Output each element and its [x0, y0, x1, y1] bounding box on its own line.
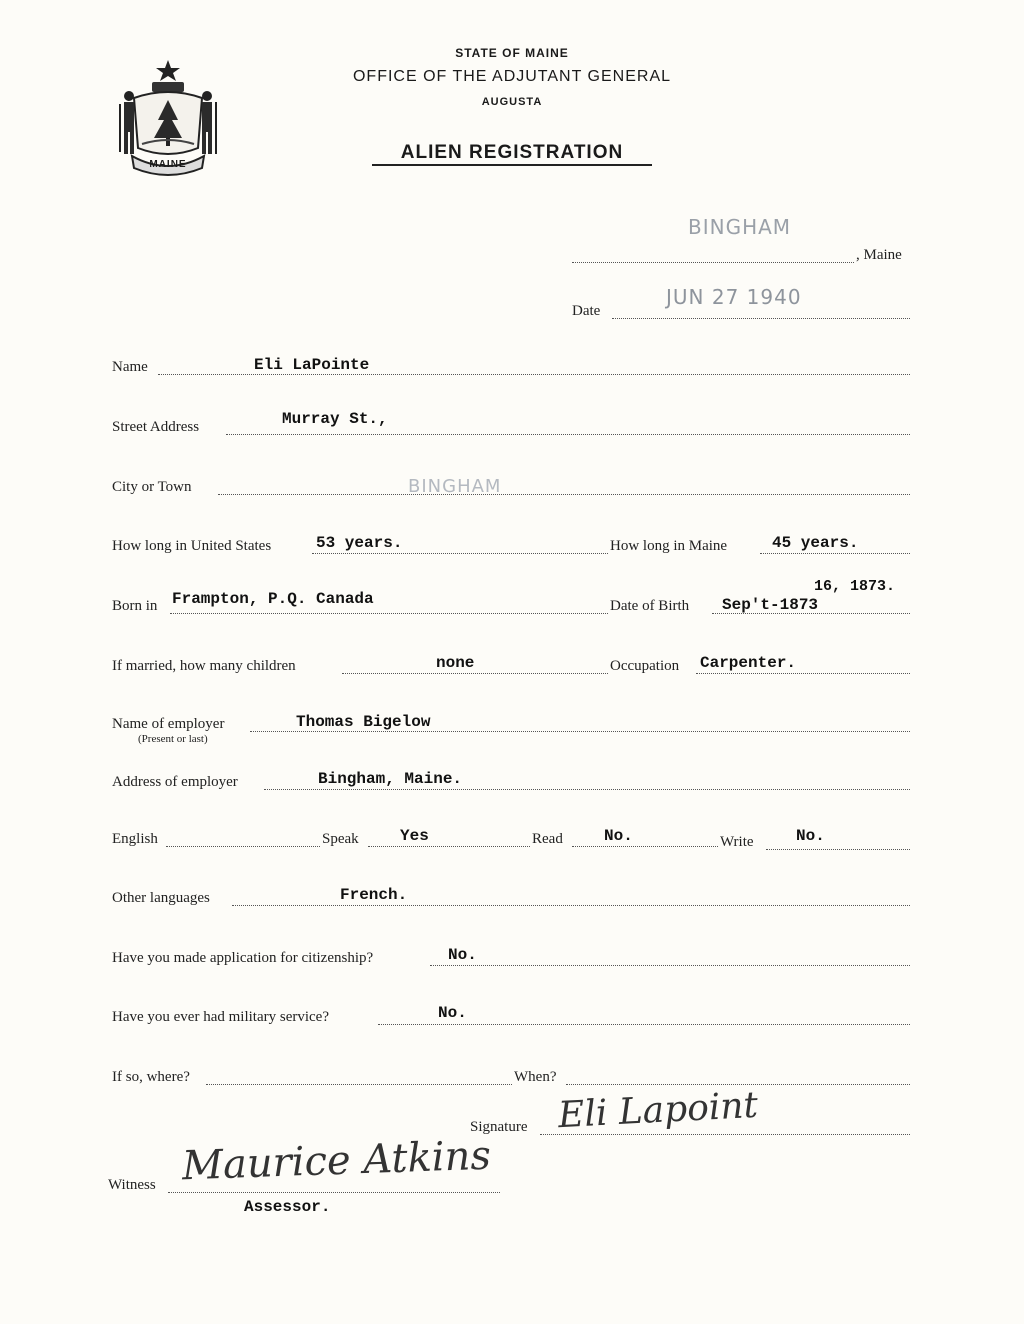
military-line — [378, 1024, 910, 1025]
born-value: Frampton, P.Q. Canada — [172, 590, 374, 608]
date-label: Date — [572, 303, 601, 319]
form-title — [372, 142, 652, 166]
signature-value: Eli Lapoint — [557, 1084, 759, 1137]
witness-title: Assessor. — [244, 1198, 331, 1216]
us-duration-value: 53 years. — [316, 534, 403, 552]
us-duration-line — [312, 553, 608, 554]
write-value: No. — [796, 827, 825, 845]
born-label: Born in — [112, 598, 158, 614]
speak-value: Yes — [400, 827, 429, 845]
name-label: Name — [112, 359, 148, 375]
other-languages-line — [232, 905, 910, 906]
employer-address-label: Address of employer — [112, 774, 238, 790]
date-stamp: JUN 27 1940 — [666, 285, 802, 309]
city-stamp: BINGHAM — [408, 476, 502, 497]
read-value: No. — [604, 827, 633, 845]
military-value: No. — [438, 1004, 467, 1022]
children-label: If married, how many children — [112, 658, 296, 674]
place-line — [572, 262, 854, 263]
citizenship-label: Have you made application for citizenship? — [112, 950, 374, 966]
when-label: When? — [514, 1069, 557, 1085]
witness-label: Witness — [108, 1177, 156, 1193]
english-label: English — [112, 831, 158, 847]
employer-label: Name of employer — [112, 716, 225, 732]
city-label: City or Town — [112, 479, 192, 495]
read-line — [572, 846, 718, 847]
street-line — [226, 434, 910, 435]
dob-label: Date of Birth — [610, 598, 690, 614]
place-suffix: , Maine — [856, 247, 902, 263]
header-state: STATE OF MAINE — [455, 46, 569, 60]
header-office: OFFICE OF THE ADJUTANT GENERAL — [352, 68, 672, 85]
us-duration-label: How long in United States — [112, 538, 272, 554]
name-line — [158, 374, 910, 375]
maine-duration-value: 45 years. — [772, 534, 859, 552]
military-label: Have you ever had military service? — [112, 1009, 329, 1025]
seal-label: MAINE — [149, 159, 187, 170]
occupation-label: Occupation — [610, 658, 680, 674]
street-label: Street Address — [112, 419, 200, 435]
read-label: Read — [532, 831, 563, 847]
occupation-line — [696, 673, 910, 674]
city-line — [218, 494, 910, 495]
witness-line — [168, 1192, 500, 1193]
header-city: AUGUSTA — [481, 96, 543, 108]
street-value: Murray St., — [282, 410, 388, 428]
form-title-text: ALIEN REGISTRATION — [400, 142, 624, 163]
occupation-value: Carpenter. — [700, 654, 797, 672]
dob-value: Sep't-1873 — [722, 596, 819, 614]
other-languages-label: Other languages — [112, 890, 210, 906]
witness-signature: Maurice Atkins — [181, 1132, 492, 1190]
citizenship-value: No. — [448, 946, 477, 964]
write-line — [766, 849, 910, 850]
employer-address-value: Bingham, Maine. — [318, 770, 463, 788]
date-line — [612, 318, 910, 319]
employer-value: Thomas Bigelow — [296, 713, 431, 731]
employer-address-line — [264, 789, 910, 790]
children-line — [342, 673, 608, 674]
maine-duration-label: How long in Maine — [610, 538, 728, 554]
citizenship-line — [430, 965, 910, 966]
write-label: Write — [720, 834, 754, 850]
signature-label: Signature — [470, 1119, 528, 1135]
name-value: Eli LaPointe — [254, 356, 370, 374]
born-line — [170, 613, 608, 614]
where-label: If so, where? — [112, 1069, 190, 1085]
children-value: none — [436, 654, 475, 672]
maine-duration-line — [760, 553, 910, 554]
place-stamp: BINGHAM — [688, 215, 792, 239]
speak-line — [368, 846, 530, 847]
dob-value-top: 16, 1873. — [814, 578, 896, 595]
speak-label: Speak — [322, 831, 359, 847]
other-languages-value: French. — [340, 886, 408, 904]
employer-sublabel: (Present or last) — [138, 733, 208, 745]
employer-line — [250, 731, 910, 732]
english-line — [166, 846, 320, 847]
where-line — [206, 1084, 512, 1085]
